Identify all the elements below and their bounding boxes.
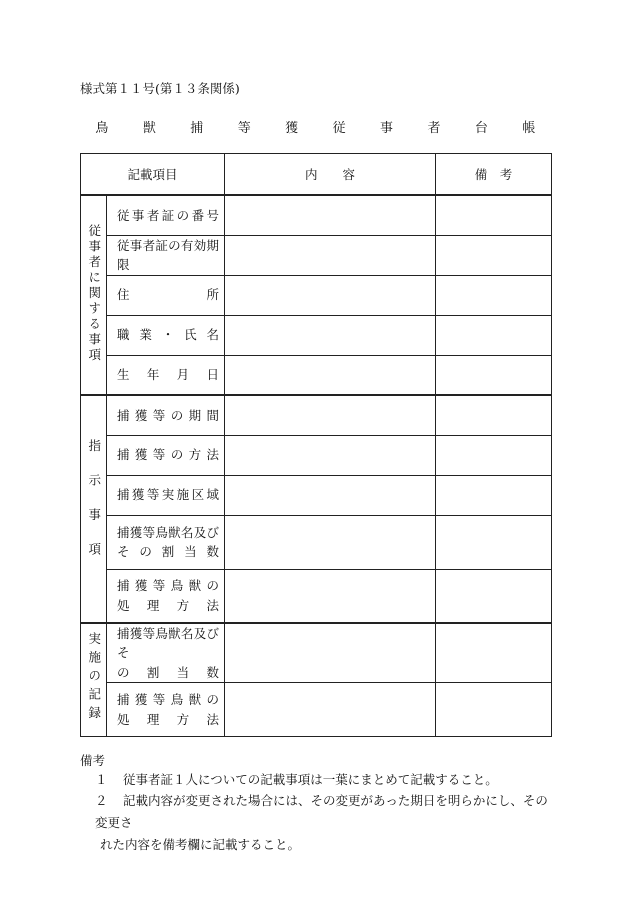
item-line: 職業・氏名 (117, 327, 220, 343)
document-title (80, 117, 551, 136)
remarks-cell[interactable] (436, 315, 552, 355)
content-cell[interactable] (225, 623, 436, 683)
table-row (81, 195, 552, 235)
remarks-cell[interactable] (436, 435, 552, 475)
note-item (95, 790, 551, 856)
content-cell[interactable] (225, 569, 436, 623)
header-content: 内 容 (225, 154, 436, 196)
item-line: 捕獲等実施区域 (117, 487, 220, 503)
group-label-holder (81, 395, 107, 623)
note-text-continued: れた内容を備考欄に記載すること。 (100, 837, 301, 852)
row-item (107, 623, 225, 683)
title-char: 鳥 (95, 121, 109, 136)
row-item (107, 275, 225, 315)
title-char: 台 (474, 121, 489, 136)
title-char: 獣 (142, 121, 157, 136)
form-number: 様式第１１号(第１３条関係) (80, 81, 240, 96)
header-remarks: 備 考 (436, 154, 552, 196)
item-line: 処理方法 (117, 597, 220, 613)
remarks-cell[interactable] (436, 569, 552, 623)
content-cell[interactable] (225, 315, 436, 355)
title-char: 者 (427, 121, 441, 136)
table-row (81, 435, 552, 475)
row-item (107, 195, 225, 235)
row-item (107, 515, 225, 569)
table-row (81, 395, 552, 435)
header-item: 記載項目 (81, 154, 225, 196)
row-item (107, 435, 225, 475)
content-cell[interactable] (225, 235, 436, 275)
row-item (107, 569, 225, 623)
title-char: 捕 (190, 121, 204, 136)
row-item (107, 355, 225, 395)
item-line: その割当数 (117, 544, 220, 559)
item-line: 従事者証の番号 (117, 207, 220, 223)
item-line: 捕獲等鳥獣の (117, 578, 220, 594)
title-char: 帳 (522, 121, 536, 136)
content-cell[interactable] (225, 515, 436, 569)
title-char: 従 (332, 121, 346, 136)
remarks-cell[interactable] (436, 515, 552, 569)
content-cell[interactable] (225, 435, 436, 475)
remarks-cell[interactable] (436, 355, 552, 395)
table-row (81, 355, 552, 395)
item-line: 捕獲等鳥獣名及びそ (117, 626, 220, 661)
ledger-table (80, 153, 552, 737)
notes-label: 備考 (80, 753, 106, 768)
table-row (81, 515, 552, 569)
item-line: 住 所 (117, 287, 220, 303)
item-line: の割当数 (117, 664, 220, 680)
table-row (81, 623, 552, 683)
group-label: 従事者に関する事項 (86, 223, 102, 364)
item-line: 処理方法 (117, 711, 220, 727)
title-char: 等 (237, 121, 251, 136)
remarks-cell[interactable] (436, 475, 552, 515)
row-item (107, 475, 225, 515)
group-label-holder (81, 623, 107, 737)
content-cell[interactable] (225, 475, 436, 515)
table-row (81, 569, 552, 623)
item-line: 生年月日 (117, 367, 220, 383)
note-item (95, 769, 551, 791)
content-cell[interactable] (225, 355, 436, 395)
remarks-cell[interactable] (436, 195, 552, 235)
group-label: 指示事項 (86, 438, 102, 577)
remarks-cell[interactable] (436, 275, 552, 315)
remarks-cell[interactable] (436, 235, 552, 275)
row-item (107, 235, 225, 275)
table-row (81, 235, 552, 275)
table-row (81, 683, 552, 737)
item-line: 従事者証の有効期限 (117, 237, 220, 272)
row-item (107, 395, 225, 435)
remarks-cell[interactable] (436, 395, 552, 435)
row-item (107, 315, 225, 355)
note-text: 従事者証１人についての記載事項は一葉にまとめて記載すること。 (123, 772, 498, 787)
note-number: ２ (95, 793, 108, 808)
table-row (81, 475, 552, 515)
title-char: 獲 (285, 121, 299, 136)
note-number: １ (95, 772, 108, 787)
content-cell[interactable] (225, 683, 436, 737)
header-row (81, 154, 552, 196)
note-text: 記載内容が変更された場合には、その変更があった期日を明らかにし、その変更さ (95, 793, 548, 830)
table-row (81, 275, 552, 315)
content-cell[interactable] (225, 275, 436, 315)
remarks-cell[interactable] (436, 683, 552, 737)
item-line: 捕獲等鳥獣名及び (117, 524, 220, 540)
content-cell[interactable] (225, 395, 436, 435)
content-cell[interactable] (225, 195, 436, 235)
row-item (107, 683, 225, 737)
remarks-cell[interactable] (436, 623, 552, 683)
item-line: 捕獲等の期間 (117, 407, 220, 423)
item-line: 捕獲等の方法 (117, 447, 220, 463)
group-label-holder (81, 195, 107, 395)
item-line: 捕獲等鳥獣の (117, 692, 220, 708)
group-label: 実施の記録 (86, 632, 102, 725)
title-char: 事 (380, 121, 394, 136)
table-row (81, 315, 552, 355)
